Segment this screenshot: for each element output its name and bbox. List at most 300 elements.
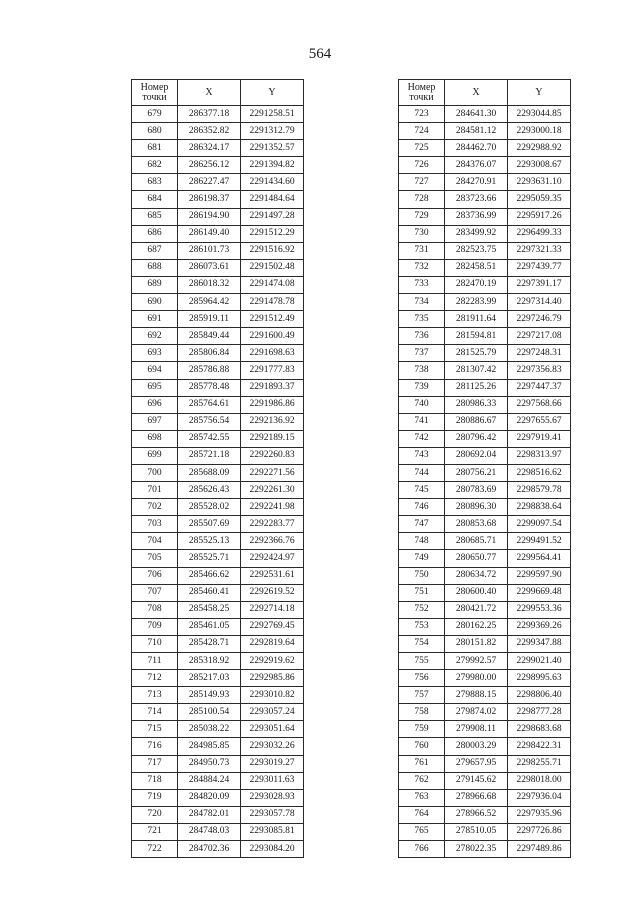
table-row: [132, 789, 304, 806]
x-coordinate-cell: 280650.77: [445, 550, 508, 567]
point-number-cell: 759: [399, 721, 445, 738]
point-number-cell: 743: [399, 447, 445, 464]
x-coordinate-cell: 285460.41: [178, 584, 241, 601]
point-number-cell: 726: [399, 157, 445, 174]
table-row: [132, 276, 304, 293]
table-row: [132, 345, 304, 362]
x-coordinate-cell: 280692.04: [445, 447, 508, 464]
x-coordinate-cell: 280003.29: [445, 738, 508, 755]
table-row: [132, 823, 304, 840]
point-number-cell: 761: [399, 755, 445, 772]
point-number-header: [399, 80, 445, 106]
y-coordinate-cell: 2291512.29: [241, 225, 304, 242]
table-row: [399, 328, 571, 345]
table-row: [132, 464, 304, 481]
table-row: [132, 635, 304, 652]
table-row: [132, 516, 304, 533]
point-number-cell: 682: [132, 157, 178, 174]
y-header: Y: [508, 80, 571, 106]
table-row: [399, 140, 571, 157]
x-coordinate-cell: 286377.18: [178, 106, 241, 123]
x-coordinate-cell: 284376.07: [445, 157, 508, 174]
x-coordinate-cell: 282523.75: [445, 242, 508, 259]
y-coordinate-cell: 2293051.64: [241, 721, 304, 738]
point-number-cell: 697: [132, 413, 178, 430]
y-coordinate-cell: 2291474.08: [241, 276, 304, 293]
y-coordinate-cell: 2291434.60: [241, 174, 304, 191]
x-coordinate-cell: 284702.36: [178, 841, 241, 858]
point-number-cell: 758: [399, 704, 445, 721]
point-number-cell: 689: [132, 276, 178, 293]
y-coordinate-cell: 2292919.62: [241, 653, 304, 670]
table-row: [132, 208, 304, 225]
point-number-cell: 701: [132, 482, 178, 499]
y-coordinate-cell: 2292531.61: [241, 567, 304, 584]
table-row: [132, 328, 304, 345]
point-number-cell: 725: [399, 140, 445, 157]
y-coordinate-cell: 2291516.92: [241, 242, 304, 259]
x-coordinate-cell: 285786.88: [178, 362, 241, 379]
point-number-cell: 694: [132, 362, 178, 379]
x-coordinate-cell: 286324.17: [178, 140, 241, 157]
table-row: [399, 499, 571, 516]
table-row: [399, 670, 571, 687]
y-coordinate-cell: 2293057.78: [241, 806, 304, 823]
point-number-cell: 753: [399, 618, 445, 635]
point-number-cell: 721: [132, 823, 178, 840]
point-number-cell: 681: [132, 140, 178, 157]
x-coordinate-cell: 282458.51: [445, 259, 508, 276]
y-coordinate-cell: 2292988.92: [508, 140, 571, 157]
x-coordinate-cell: 285318.92: [178, 653, 241, 670]
point-number-cell: 705: [132, 550, 178, 567]
y-coordinate-cell: 2295059.35: [508, 191, 571, 208]
y-coordinate-cell: 2292189.15: [241, 430, 304, 447]
point-number-cell: 703: [132, 516, 178, 533]
point-header-line2: точки: [409, 91, 434, 103]
y-coordinate-cell: 2297726.86: [508, 823, 571, 840]
table-row: [132, 174, 304, 191]
point-number-cell: 696: [132, 396, 178, 413]
x-coordinate-cell: 280783.69: [445, 482, 508, 499]
point-number-cell: 756: [399, 670, 445, 687]
table-row: [132, 123, 304, 140]
point-number-cell: 762: [399, 772, 445, 789]
table-row: [399, 653, 571, 670]
x-coordinate-cell: 280853.68: [445, 516, 508, 533]
y-coordinate-cell: 2299669.48: [508, 584, 571, 601]
point-number-cell: 708: [132, 601, 178, 618]
table-row: [399, 687, 571, 704]
table-row: [399, 823, 571, 840]
point-number-cell: 685: [132, 208, 178, 225]
table-row: [399, 755, 571, 772]
x-coordinate-cell: 285806.84: [178, 345, 241, 362]
x-coordinate-cell: 284884.24: [178, 772, 241, 789]
point-number-cell: 760: [399, 738, 445, 755]
y-coordinate-cell: 2292819.64: [241, 635, 304, 652]
point-number-header: [132, 80, 178, 106]
y-coordinate-cell: 2291600.49: [241, 328, 304, 345]
x-header: X: [178, 80, 241, 106]
x-coordinate-cell: 278510.05: [445, 823, 508, 840]
y-coordinate-cell: 2297321.33: [508, 242, 571, 259]
table-row: [399, 430, 571, 447]
table-row: [399, 294, 571, 311]
point-number-cell: 745: [399, 482, 445, 499]
x-coordinate-cell: 285742.55: [178, 430, 241, 447]
x-coordinate-cell: 285849.44: [178, 328, 241, 345]
table-row: [132, 413, 304, 430]
table-row: [399, 516, 571, 533]
x-coordinate-cell: 280796.42: [445, 430, 508, 447]
table-row: [399, 841, 571, 858]
point-number-cell: 679: [132, 106, 178, 123]
point-number-cell: 707: [132, 584, 178, 601]
table-row: [399, 191, 571, 208]
coordinates-table-left: [131, 79, 304, 858]
point-number-cell: 751: [399, 584, 445, 601]
y-coordinate-cell: 2293057.24: [241, 704, 304, 721]
y-coordinate-cell: 2297217.08: [508, 328, 571, 345]
y-coordinate-cell: 2298313.97: [508, 447, 571, 464]
table-row: [399, 157, 571, 174]
point-number-cell: 722: [132, 841, 178, 858]
y-coordinate-cell: 2292366.76: [241, 533, 304, 550]
point-number-cell: 710: [132, 635, 178, 652]
y-coordinate-cell: 2299553.36: [508, 601, 571, 618]
table-body-right: [399, 106, 571, 858]
point-number-cell: 755: [399, 653, 445, 670]
y-coordinate-cell: 2298683.68: [508, 721, 571, 738]
x-coordinate-cell: 284950.73: [178, 755, 241, 772]
x-coordinate-cell: 279992.57: [445, 653, 508, 670]
x-coordinate-cell: 280756.21: [445, 464, 508, 481]
y-coordinate-cell: 2291512.49: [241, 311, 304, 328]
point-number-cell: 732: [399, 259, 445, 276]
table-row: [132, 584, 304, 601]
table-body-left: [132, 106, 304, 858]
y-coordinate-cell: 2297655.67: [508, 413, 571, 430]
x-coordinate-cell: 281125.26: [445, 379, 508, 396]
x-coordinate-cell: 284985.85: [178, 738, 241, 755]
point-number-cell: 727: [399, 174, 445, 191]
point-number-cell: 748: [399, 533, 445, 550]
table-row: [132, 806, 304, 823]
y-header: Y: [241, 80, 304, 106]
table-row: [399, 396, 571, 413]
x-coordinate-cell: 285525.13: [178, 533, 241, 550]
y-coordinate-cell: 2292424.97: [241, 550, 304, 567]
y-coordinate-cell: 2292271.56: [241, 464, 304, 481]
x-coordinate-cell: 282470.19: [445, 276, 508, 293]
table-row: [399, 123, 571, 140]
point-number-cell: 686: [132, 225, 178, 242]
y-coordinate-cell: 2292714.18: [241, 601, 304, 618]
y-coordinate-cell: 2299369.26: [508, 618, 571, 635]
x-coordinate-cell: 280685.71: [445, 533, 508, 550]
table-row: [399, 208, 571, 225]
table-row: [132, 362, 304, 379]
table-row: [132, 191, 304, 208]
table-header-row: [132, 80, 304, 106]
x-coordinate-cell: 283499.92: [445, 225, 508, 242]
table-row: [132, 601, 304, 618]
table-row: [132, 311, 304, 328]
x-coordinate-cell: 280162.25: [445, 618, 508, 635]
x-coordinate-cell: 285919.11: [178, 311, 241, 328]
table-row: [399, 447, 571, 464]
x-coordinate-cell: 285038.22: [178, 721, 241, 738]
x-coordinate-cell: 285964.42: [178, 294, 241, 311]
point-number-cell: 747: [399, 516, 445, 533]
x-coordinate-cell: 284748.03: [178, 823, 241, 840]
point-number-cell: 717: [132, 755, 178, 772]
table-row: [132, 738, 304, 755]
y-coordinate-cell: 2293000.18: [508, 123, 571, 140]
table-row: [132, 482, 304, 499]
point-number-cell: 715: [132, 721, 178, 738]
y-coordinate-cell: 2299021.40: [508, 653, 571, 670]
point-number-cell: 693: [132, 345, 178, 362]
point-number-cell: 695: [132, 379, 178, 396]
point-number-cell: 684: [132, 191, 178, 208]
point-number-cell: 699: [132, 447, 178, 464]
point-number-cell: 719: [132, 789, 178, 806]
y-coordinate-cell: 2291986.86: [241, 396, 304, 413]
table-row: [399, 738, 571, 755]
y-coordinate-cell: 2297919.41: [508, 430, 571, 447]
table-row: [132, 157, 304, 174]
table-row: [132, 225, 304, 242]
x-coordinate-cell: 284820.09: [178, 789, 241, 806]
x-coordinate-cell: 281525.79: [445, 345, 508, 362]
y-coordinate-cell: 2293085.81: [241, 823, 304, 840]
y-coordinate-cell: 2292241.98: [241, 499, 304, 516]
table-row: [132, 618, 304, 635]
point-number-cell: 713: [132, 687, 178, 704]
point-number-cell: 765: [399, 823, 445, 840]
point-number-cell: 744: [399, 464, 445, 481]
y-coordinate-cell: 2298422.31: [508, 738, 571, 755]
x-coordinate-cell: 286101.73: [178, 242, 241, 259]
y-coordinate-cell: 2297447.37: [508, 379, 571, 396]
x-coordinate-cell: 280886.67: [445, 413, 508, 430]
y-coordinate-cell: 2291893.37: [241, 379, 304, 396]
table-row: [399, 276, 571, 293]
table-row: [399, 379, 571, 396]
x-coordinate-cell: 285466.62: [178, 567, 241, 584]
y-coordinate-cell: 2292283.77: [241, 516, 304, 533]
table-row: [399, 567, 571, 584]
x-coordinate-cell: 280986.33: [445, 396, 508, 413]
x-coordinate-cell: 286198.37: [178, 191, 241, 208]
point-number-cell: 737: [399, 345, 445, 362]
y-coordinate-cell: 2291502.48: [241, 259, 304, 276]
point-number-cell: 754: [399, 635, 445, 652]
x-coordinate-cell: 279980.00: [445, 670, 508, 687]
x-coordinate-cell: 279908.11: [445, 721, 508, 738]
y-coordinate-cell: 2298018.00: [508, 772, 571, 789]
point-number-cell: 690: [132, 294, 178, 311]
point-number-cell: 680: [132, 123, 178, 140]
point-number-cell: 730: [399, 225, 445, 242]
y-coordinate-cell: 2293044.85: [508, 106, 571, 123]
x-coordinate-cell: 278966.68: [445, 789, 508, 806]
point-number-cell: 731: [399, 242, 445, 259]
y-coordinate-cell: 2299491.52: [508, 533, 571, 550]
table-row: [132, 653, 304, 670]
x-coordinate-cell: 281594.81: [445, 328, 508, 345]
y-coordinate-cell: 2297439.77: [508, 259, 571, 276]
x-coordinate-cell: 286352.82: [178, 123, 241, 140]
y-coordinate-cell: 2291484.64: [241, 191, 304, 208]
table-row: [399, 806, 571, 823]
y-coordinate-cell: 2291777.83: [241, 362, 304, 379]
point-number-cell: 712: [132, 670, 178, 687]
y-coordinate-cell: 2299347.88: [508, 635, 571, 652]
x-header: X: [445, 80, 508, 106]
table-row: [399, 242, 571, 259]
point-number-cell: 734: [399, 294, 445, 311]
table-row: [132, 550, 304, 567]
table-row: [399, 618, 571, 635]
point-header-line2: точки: [142, 91, 167, 103]
x-coordinate-cell: 285428.71: [178, 635, 241, 652]
point-number-cell: 704: [132, 533, 178, 550]
point-number-cell: 733: [399, 276, 445, 293]
point-number-cell: 736: [399, 328, 445, 345]
table-row: [132, 430, 304, 447]
y-coordinate-cell: 2292985.86: [241, 670, 304, 687]
x-coordinate-cell: 285528.02: [178, 499, 241, 516]
x-coordinate-cell: 285688.09: [178, 464, 241, 481]
table-row: [132, 704, 304, 721]
x-coordinate-cell: 285721.18: [178, 447, 241, 464]
table-row: [399, 413, 571, 430]
y-coordinate-cell: 2299097.54: [508, 516, 571, 533]
table-row: [399, 225, 571, 242]
y-coordinate-cell: 2297936.04: [508, 789, 571, 806]
table-row: [132, 772, 304, 789]
y-coordinate-cell: 2291698.63: [241, 345, 304, 362]
point-number-cell: 692: [132, 328, 178, 345]
point-header-line1: Номер: [407, 81, 436, 93]
table-row: [132, 379, 304, 396]
y-coordinate-cell: 2293008.67: [508, 157, 571, 174]
x-coordinate-cell: 286149.40: [178, 225, 241, 242]
x-coordinate-cell: 286194.90: [178, 208, 241, 225]
table-row: [399, 464, 571, 481]
x-coordinate-cell: 286018.32: [178, 276, 241, 293]
y-coordinate-cell: 2298777.28: [508, 704, 571, 721]
table-row: [132, 396, 304, 413]
point-number-cell: 698: [132, 430, 178, 447]
y-coordinate-cell: 2296499.33: [508, 225, 571, 242]
table-row: [132, 755, 304, 772]
x-coordinate-cell: 280634.72: [445, 567, 508, 584]
x-coordinate-cell: 285764.61: [178, 396, 241, 413]
point-number-cell: 716: [132, 738, 178, 755]
y-coordinate-cell: 2297314.40: [508, 294, 571, 311]
table-row: [132, 687, 304, 704]
point-number-cell: 741: [399, 413, 445, 430]
point-number-cell: 723: [399, 106, 445, 123]
y-coordinate-cell: 2293032.26: [241, 738, 304, 755]
y-coordinate-cell: 2293010.82: [241, 687, 304, 704]
x-coordinate-cell: 280600.40: [445, 584, 508, 601]
point-number-cell: 729: [399, 208, 445, 225]
point-number-cell: 766: [399, 841, 445, 858]
table-row: [132, 721, 304, 738]
table-row: [399, 584, 571, 601]
y-coordinate-cell: 2298255.71: [508, 755, 571, 772]
x-coordinate-cell: 279888.15: [445, 687, 508, 704]
y-coordinate-cell: 2298838.64: [508, 499, 571, 516]
point-number-cell: 702: [132, 499, 178, 516]
y-coordinate-cell: 2291312.79: [241, 123, 304, 140]
x-coordinate-cell: 282283.99: [445, 294, 508, 311]
point-number-cell: 735: [399, 311, 445, 328]
x-coordinate-cell: 281911.64: [445, 311, 508, 328]
y-coordinate-cell: 2292769.45: [241, 618, 304, 635]
point-number-cell: 750: [399, 567, 445, 584]
point-number-cell: 728: [399, 191, 445, 208]
point-number-cell: 720: [132, 806, 178, 823]
y-coordinate-cell: 2293019.27: [241, 755, 304, 772]
table-row: [132, 447, 304, 464]
x-coordinate-cell: 285756.54: [178, 413, 241, 430]
table-row: [399, 601, 571, 618]
table-row: [132, 499, 304, 516]
y-coordinate-cell: 2291394.82: [241, 157, 304, 174]
point-number-cell: 700: [132, 464, 178, 481]
page-number: 564: [308, 46, 332, 62]
x-coordinate-cell: 286256.12: [178, 157, 241, 174]
x-coordinate-cell: 279874.02: [445, 704, 508, 721]
y-coordinate-cell: 2299597.90: [508, 567, 571, 584]
x-coordinate-cell: 284782.01: [178, 806, 241, 823]
y-coordinate-cell: 2298806.40: [508, 687, 571, 704]
table-row: [132, 841, 304, 858]
point-number-cell: 683: [132, 174, 178, 191]
x-coordinate-cell: 278022.35: [445, 841, 508, 858]
x-coordinate-cell: 283723.66: [445, 191, 508, 208]
point-number-cell: 746: [399, 499, 445, 516]
y-coordinate-cell: 2293028.93: [241, 789, 304, 806]
x-coordinate-cell: 279657.95: [445, 755, 508, 772]
coordinates-table-right: [398, 79, 571, 858]
x-coordinate-cell: 278966.52: [445, 806, 508, 823]
x-coordinate-cell: 285461.05: [178, 618, 241, 635]
table-row: [132, 533, 304, 550]
y-coordinate-cell: 2297489.86: [508, 841, 571, 858]
point-number-cell: 739: [399, 379, 445, 396]
table-row: [132, 567, 304, 584]
table-row: [399, 174, 571, 191]
x-coordinate-cell: 280151.82: [445, 635, 508, 652]
point-number-cell: 749: [399, 550, 445, 567]
table-row: [399, 789, 571, 806]
table-row: [399, 721, 571, 738]
x-coordinate-cell: 280421.72: [445, 601, 508, 618]
x-coordinate-cell: 280896.30: [445, 499, 508, 516]
x-coordinate-cell: 286227.47: [178, 174, 241, 191]
x-coordinate-cell: 285149.93: [178, 687, 241, 704]
x-coordinate-cell: 284270.91: [445, 174, 508, 191]
x-coordinate-cell: 285626.43: [178, 482, 241, 499]
y-coordinate-cell: 2291352.57: [241, 140, 304, 157]
